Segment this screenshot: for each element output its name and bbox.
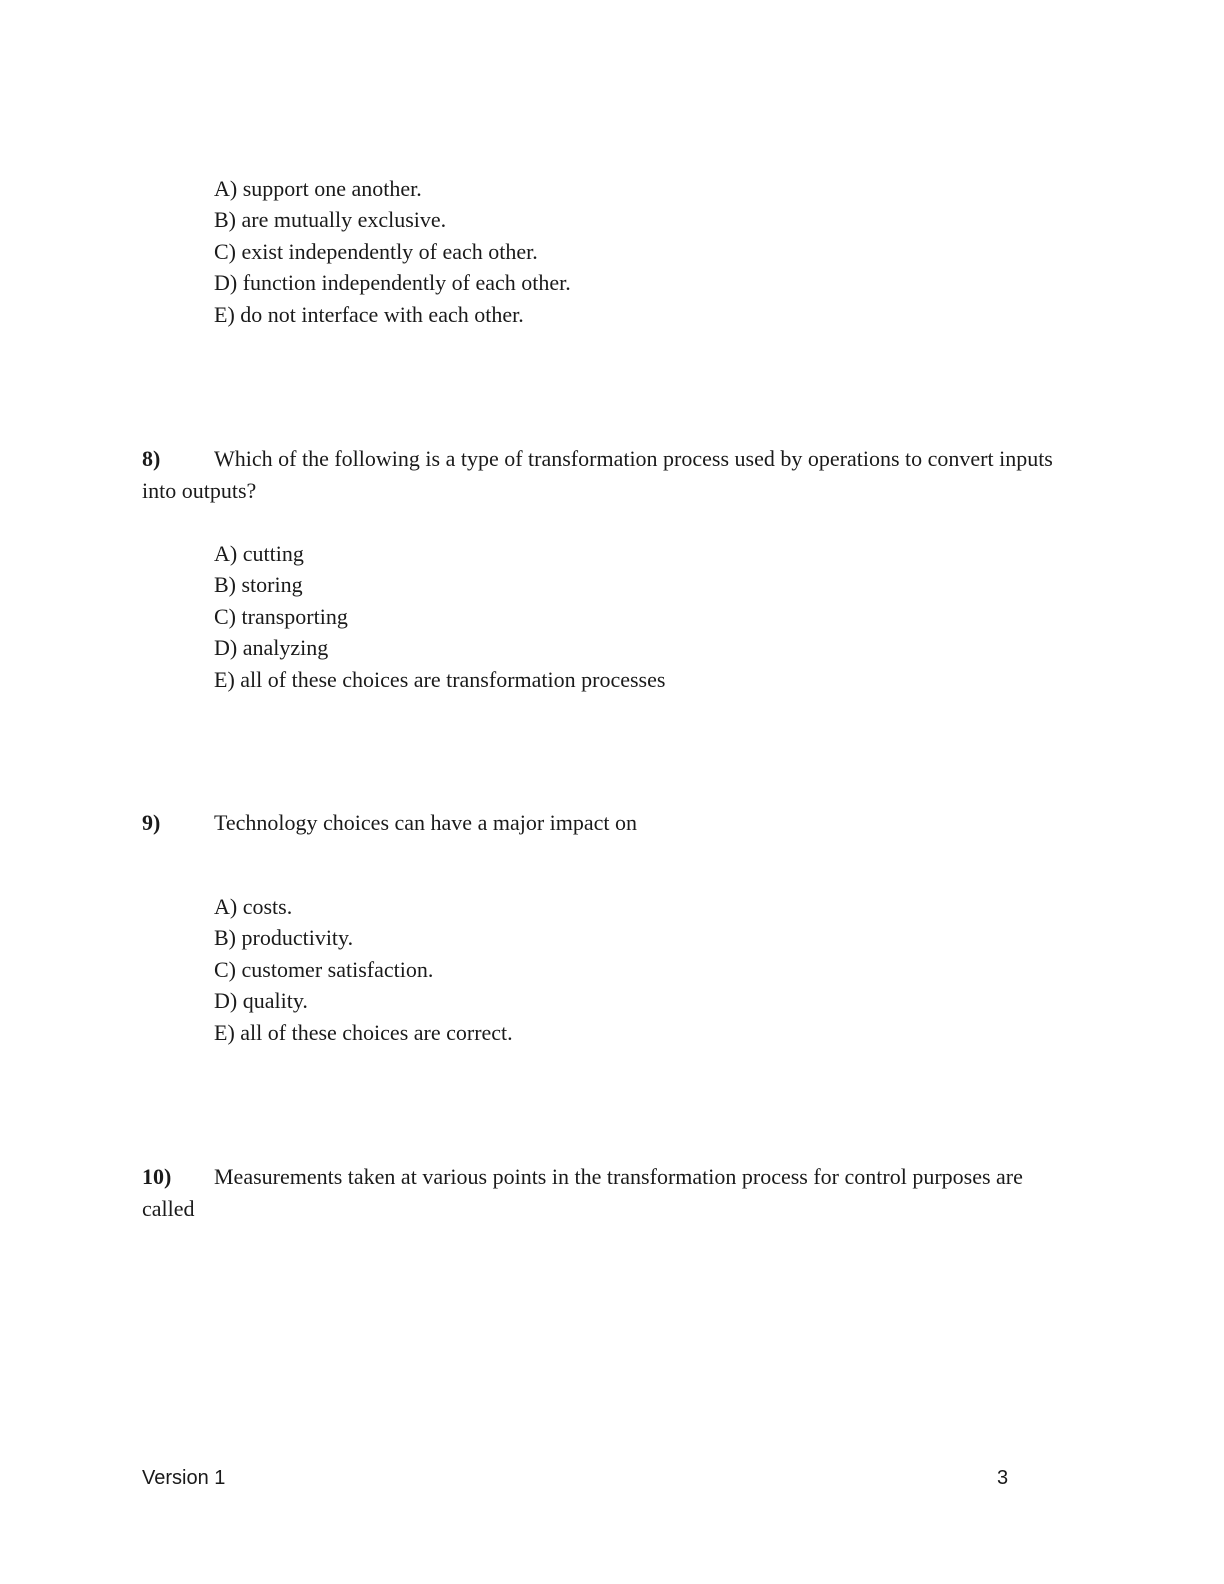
- option-a: A) costs.: [214, 894, 293, 919]
- question-number: 9): [142, 810, 161, 835]
- footer-page-number: 3: [997, 1467, 1009, 1489]
- option-b: B) storing: [214, 572, 303, 598]
- option-c: C) exist independently of each other.: [214, 238, 538, 264]
- question-10: [142, 1161, 1072, 1225]
- question-text: Which of the following is a type of transformation process used by operations to convert inputs into outputs?: [142, 446, 1053, 503]
- question-text: Technology choices can have a major impact on: [214, 810, 638, 835]
- question-9: [142, 807, 1072, 839]
- question-7-options: [214, 173, 571, 330]
- option-e: E) all of these choices are transformation processes: [214, 666, 666, 692]
- question-number: 8): [142, 446, 161, 471]
- option-c: C) transporting: [214, 603, 348, 629]
- question-9-options: [214, 891, 513, 1048]
- option-b: B) productivity.: [214, 925, 354, 951]
- option-a: A) cutting: [214, 541, 304, 566]
- question-8-options: [214, 538, 665, 695]
- footer-version: Version 1: [142, 1467, 226, 1489]
- question-text: Measurements taken at various points in the transformation process for control purposes are called: [142, 1164, 1023, 1221]
- option-b: B) are mutually exclusive.: [214, 207, 447, 233]
- option-a: A) support one another.: [214, 176, 422, 201]
- option-d: D) function independently of each other.: [214, 270, 571, 296]
- question-8: [142, 443, 1072, 507]
- option-e: E) all of these choices are correct.: [214, 1019, 513, 1045]
- option-d: D) analyzing: [214, 635, 329, 661]
- question-number: 10): [142, 1164, 172, 1189]
- option-d: D) quality.: [214, 988, 308, 1014]
- option-e: E) do not interface with each other.: [214, 301, 524, 327]
- option-c: C) customer satisfaction.: [214, 956, 434, 982]
